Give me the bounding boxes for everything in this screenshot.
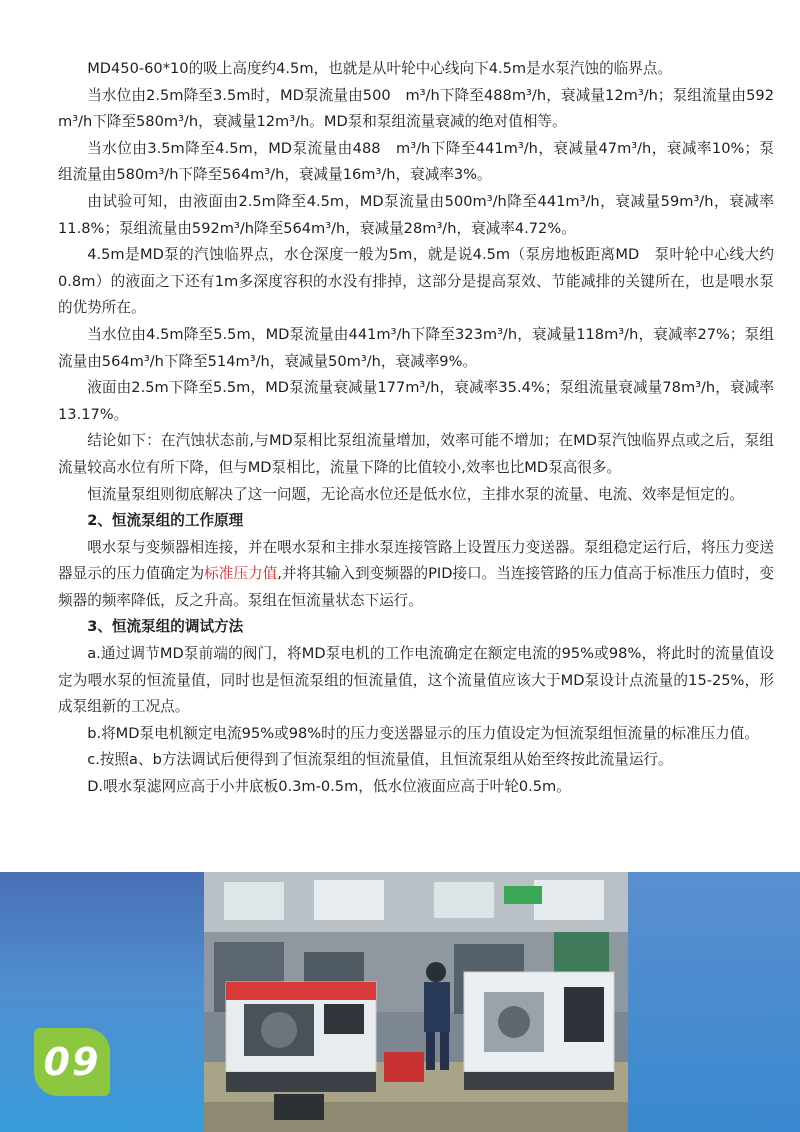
paragraph-level-2-5-to-3-5: 当水位由2.5m降至3.5m时，MD泵流量由500 m³/h下降至488m³/h，衰减量12m³/h；泵组流量由592 m³/h下降至580m³/h，衰减量12m³/h。MD泵和泵组流量衰减的绝对值相等。 [58,86,774,131]
paragraph-method-d: D.喂水泵滤网应高于小井底板0.3m-0.5m，低水位液面应高于叶轮0.5m。 [87,778,571,796]
section-heading-working-principle: 2、恒流泵组的工作原理 [87,512,244,530]
workshop-photo [204,872,628,1132]
paragraph-level-4-5-to-5-5: 当水位由4.5m降至5.5m，MD泵流量由441m³/h下降至323m³/h，衰减量118m³/h，衰减率27%；泵组流量由564m³/h下降至514m³/h，衰减量50m³/h，衰减率9%。 [58,325,774,370]
article-body [58,56,774,801]
paragraph-conclusion: 结论如下：在汽蚀状态前,与MD泵相比泵组流量增加，效率可能不增加；在MD泵汽蚀临界点或之后，泵组流量较高水位有所下降，但与MD泵相比，流量下降的比值较小,效率也比MD泵高很多。 [58,432,774,476]
page-number: 09 [43,1040,101,1084]
paragraph-working-principle [58,535,774,615]
banner-right-panel [625,872,800,1132]
paragraph-suction-height: MD450-60*10的吸上高度约4.5m，也就是从叶轮中心线向下4.5m是水泵汽蚀的临界点。 [87,60,673,77]
paragraph-constant-flow: 恒流量泵组则彻底解决了这一问题，无论高水位还是低水位，主排水泵的流量、电流、效率是恒定的。 [87,485,744,503]
paragraph-method-c: c.按照a、b方法调试后便得到了恒流泵组的恒流量值，且恒流泵组从始至终按此流量运行。 [87,751,673,769]
principle-text-a: 喂水泵与变频器相连接，并在喂水泵和主排水泵连接管路上设置压力变送器。泵组稳定运行后，将压力变送器显示的压力值确定为 [58,538,774,583]
paragraph-test-result: 由试验可知，由液面由2.5m降至4.5m，MD泵流量由500m³/h降至441m³/h，衰减量59m³/h，衰减率11.8%；泵组流量由592m³/h降至564m³/h，衰减量28m³/h，衰减率4.72%。 [58,192,774,237]
paragraph-cavitation-point: 4.5m是MD泵的汽蚀临界点，水仓深度一般为5m，就是说4.5m（泵房地板距离MD 泵叶轮中心线大约0.8m）的液面之下还有1m多深度容积的水没有排掉，这部分是提高泵效、节能减排的关键所在，也是喂水泵的优势所在。 [58,246,774,317]
workshop-photo-illustration [204,872,628,1132]
section-heading-debug-method: 3、恒流泵组的调试方法 [87,618,244,636]
paragraph-level-3-5-to-4-5: 当水位由3.5m降至4.5m，MD泵流量由488 m³/h下降至441m³/h，衰减量47m³/h，衰减率10%；泵组流量由580m³/h下降至564m³/h，衰减量16m³/h，衰减率3%。 [58,139,774,184]
bottom-banner [0,872,800,1132]
page-number-badge [34,1028,110,1096]
paragraph-method-a: a.通过调节MD泵前端的阀门，将MD泵电机的工作电流确定在额定电流的95%或98%，将此时的流量值设定为喂水泵的恒流量值，同时也是恒流泵组的恒流量值，这个流量值应该大于MD泵设计点流量的15-25%，形成泵组新的工况点。 [58,645,774,716]
paragraph-method-b: b.将MD泵电机额定电流95%或98%时的压力变送器显示的压力值设定为恒流泵组恒流量的标准压力值。 [87,724,759,742]
standard-pressure-highlight: 标准压力值 [204,565,278,583]
paragraph-level-2-5-to-5-5: 液面由2.5m下降至5.5m，MD泵流量衰减量177m³/h，衰减率35.4%；泵组流量衰减量78m³/h，衰减率13.17%。 [58,379,774,423]
principle-text-b: ,并将其输入到变频器的PID接口。当连接管路的压力值高于标准压力值时，变频器的频率降低，反之升高。泵组在恒流量状态下运行。 [58,565,774,609]
